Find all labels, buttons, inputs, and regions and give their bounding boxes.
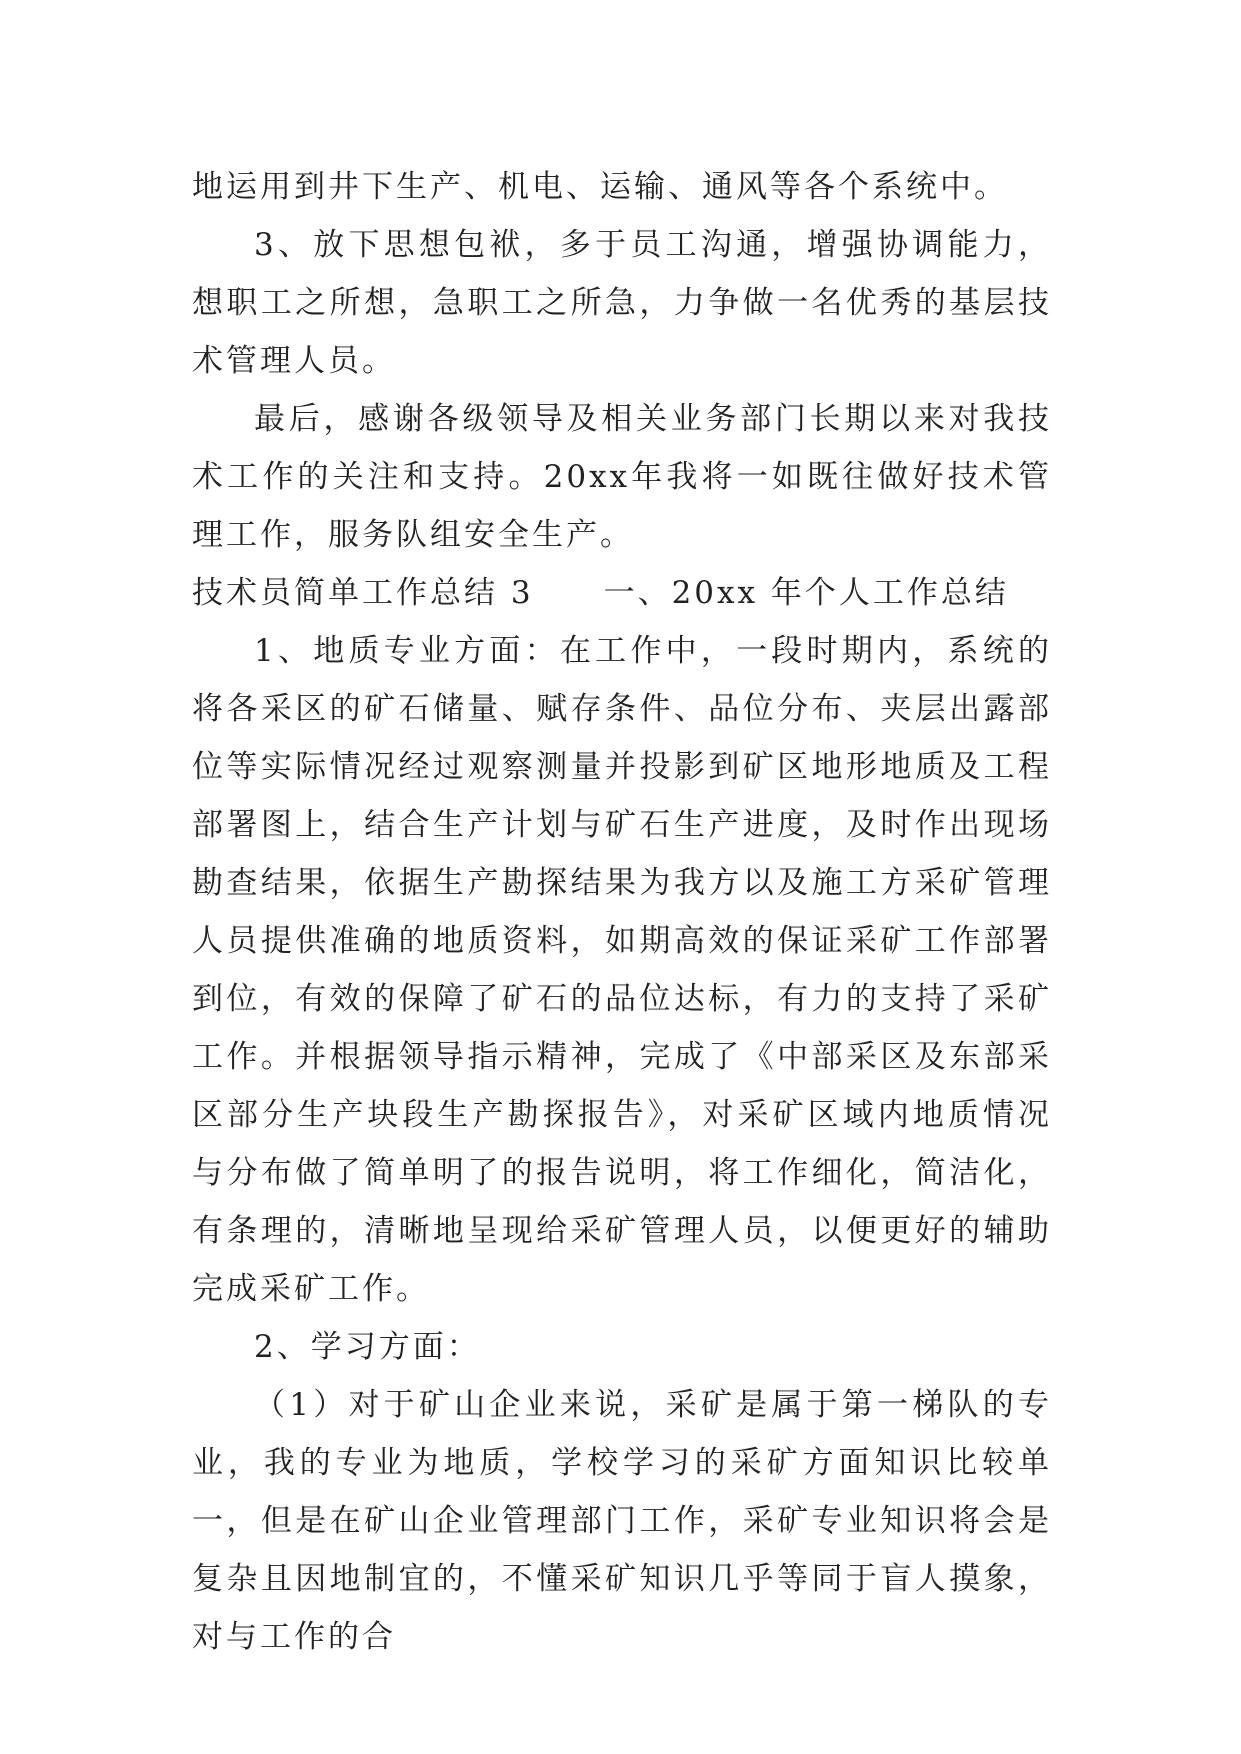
section-subtitle: 一、20xx 年个人工作总结 — [603, 575, 1009, 611]
section-title: 技术员简单工作总结 3 — [192, 575, 534, 611]
paragraph-geology: 1、地质专业方面：在工作中，一段时期内，系统的将各采区的矿石储量、赋存条件、品位分布、夹层出露部位等实际情况经过观察测量并投影到矿区地形地质及工程部署图上，结合生产计划与矿石生产进度，及时作出现场勘查结果，依据生产勘探结果为我方以及施工方采矿管理人员提供准确的地质资料，如期高效的保证采矿工作部署到位，有效的保障了矿石的品位达标，有力的支持了采矿工作。并根据领导指示精神，完成了《中部采区及东部采区部分生产块段生产勘探报告》，对采矿区域内地质情况与分布做了简单明了的报告说明，将工作细化，简洁化，有条理的，清晰地呈现给采矿管理人员，以便更好的辅助完成采矿工作。 — [192, 633, 1052, 1307]
paragraph-study-heading: 2、学习方面： — [254, 1329, 481, 1365]
paragraph-item-3: 3、放下思想包袱，多于员工沟通，增强协调能力，想职工之所想，急职工之所急，力争做一名优秀的基层技术管理人员。 — [192, 227, 1052, 379]
paragraph-continuation: 地运用到井下生产、机电、运输、通风等各个系统中。 — [192, 169, 1008, 205]
section-heading — [192, 564, 1052, 622]
paragraph-closing: 最后，感谢各级领导及相关业务部门长期以来对我技术工作的关注和支持。20xx年我将一如既往做好技术管理工作，服务队组安全生产。 — [192, 401, 1052, 553]
document-body — [192, 158, 1052, 1666]
paragraph-study-1: （1）对于矿山企业来说，采矿是属于第一梯队的专业，我的专业为地质，学校学习的采矿方面知识比较单一，但是在矿山企业管理部门工作，采矿专业知识将会是复杂且因地制宜的，不懂采矿知识几乎等同于盲人摸象，对与工作的合 — [192, 1387, 1052, 1655]
